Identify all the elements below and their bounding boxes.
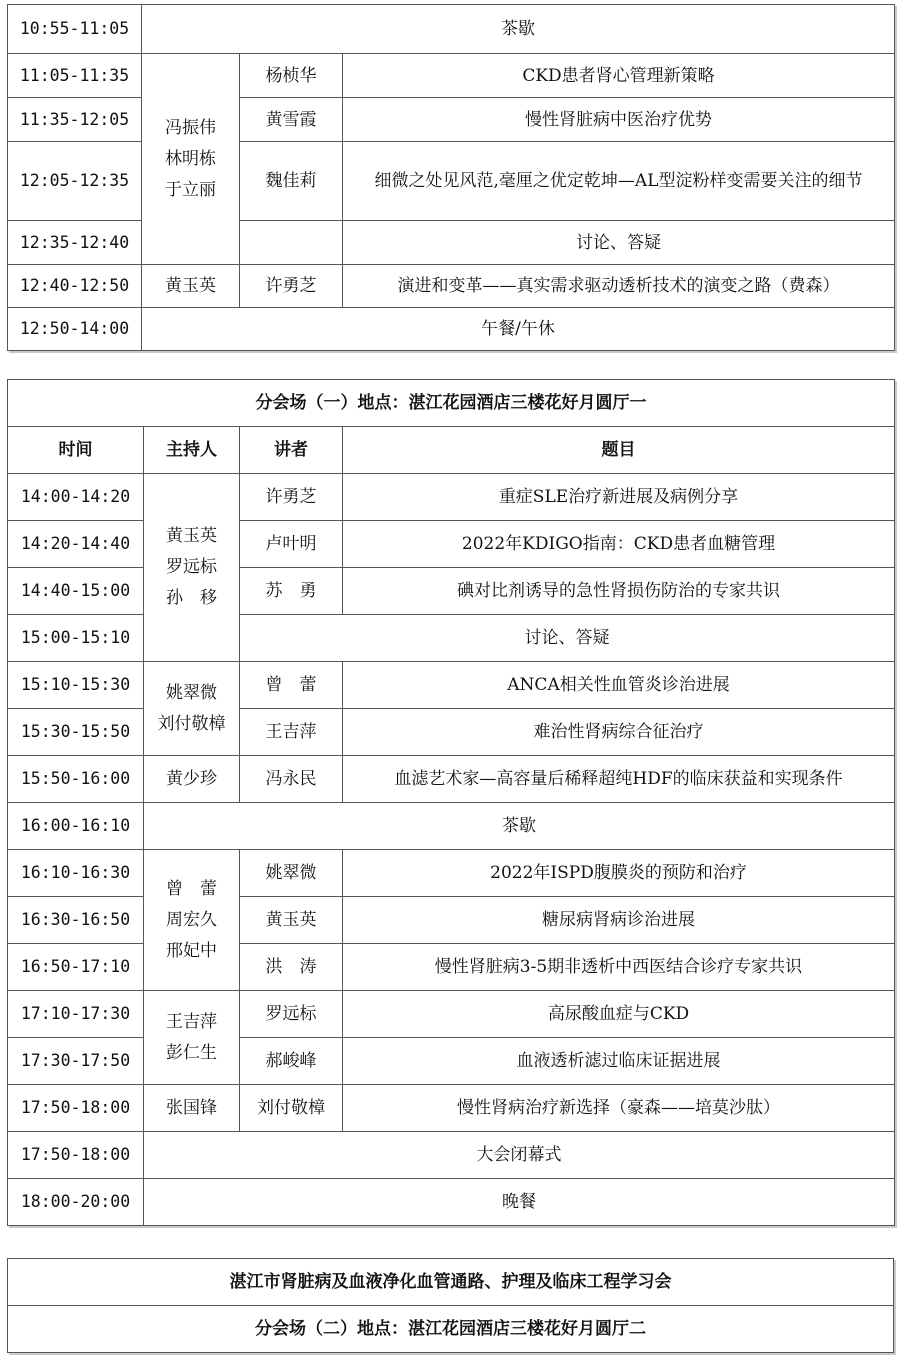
topic-cell: 难治性肾病综合征治疗	[343, 709, 895, 756]
host-name: 林明栋	[165, 148, 216, 169]
time-cell: 15:50-16:00	[8, 756, 144, 803]
topic-cell: 碘对比剂诱导的急性肾损伤防治的专家共识	[343, 568, 895, 615]
event-cell: 讨论、答疑	[240, 615, 895, 662]
table-row	[8, 568, 895, 615]
event-cell: 大会闭幕式	[144, 1132, 895, 1179]
time-cell: 15:10-15:30	[8, 662, 144, 709]
time-cell: 17:30-17:50	[8, 1038, 144, 1085]
host-name: 王吉萍	[166, 1011, 217, 1032]
time-cell: 16:50-17:10	[8, 944, 144, 991]
speaker-cell: 王吉萍	[240, 709, 343, 756]
speaker-cell: 卢叶明	[240, 521, 343, 568]
table-row	[8, 803, 895, 850]
topic-cell: 血液透析滤过临床证据进展	[343, 1038, 895, 1085]
table-row	[8, 5, 895, 54]
table-row	[8, 662, 895, 709]
schedule-table-morning	[7, 4, 895, 351]
event-cell: 茶歇	[142, 5, 895, 54]
meeting-title: 湛江市肾脏病及血液净化血管通路、护理及临床工程学习会	[8, 1259, 894, 1306]
time-cell: 15:00-15:10	[8, 615, 144, 662]
speaker-cell: 姚翠微	[240, 850, 343, 897]
host-name: 孙 移	[166, 588, 217, 608]
host-cell: 张国锋	[144, 1085, 240, 1132]
column-header-host: 主持人	[144, 427, 240, 474]
table-row	[8, 54, 895, 98]
time-cell: 16:00-16:10	[8, 803, 144, 850]
event-cell: 晚餐	[144, 1179, 895, 1226]
host-cell	[142, 54, 240, 265]
topic-cell: 重症SLE治疗新进展及病例分享	[343, 474, 895, 521]
speaker-cell: 刘付敬樟	[240, 1085, 343, 1132]
topic-cell: 血滤艺术家—高容量后稀释超纯HDF的临床获益和实现条件	[343, 756, 895, 803]
speaker-cell: 许勇芝	[240, 474, 343, 521]
table-row	[8, 756, 895, 803]
topic-cell: 演进和变革——真实需求驱动透析技术的演变之路（费森）	[343, 265, 895, 308]
table-row	[8, 521, 895, 568]
time-cell: 16:10-16:30	[8, 850, 144, 897]
time-cell: 12:40-12:50	[8, 265, 142, 308]
speaker-cell: 黄玉英	[240, 897, 343, 944]
table-row	[8, 1085, 895, 1132]
host-cell	[144, 991, 240, 1085]
time-cell: 14:40-15:00	[8, 568, 144, 615]
table-title-row	[8, 1259, 894, 1306]
time-cell: 14:00-14:20	[8, 474, 144, 521]
speaker-cell: 洪 涛	[240, 944, 343, 991]
speaker-cell: 魏佳莉	[240, 142, 343, 221]
host-name: 刘付敬樟	[157, 713, 226, 734]
table-row	[8, 944, 895, 991]
time-cell: 16:30-16:50	[8, 897, 144, 944]
event-cell: 茶歇	[144, 803, 895, 850]
host-name: 姚翠微	[166, 682, 217, 703]
time-cell: 15:30-15:50	[8, 709, 144, 756]
topic-cell: 细微之处见风范,毫厘之优定乾坤—AL型淀粉样变需要关注的细节	[343, 142, 895, 221]
host-name: 罗远标	[166, 557, 217, 577]
table-row	[8, 98, 895, 142]
speaker-cell: 郝峻峰	[240, 1038, 343, 1085]
time-cell: 12:05-12:35	[8, 142, 142, 221]
speaker-cell: 杨桢华	[240, 54, 343, 98]
speaker-cell: 许勇芝	[240, 265, 343, 308]
host-cell	[144, 474, 240, 662]
host-name: 于立丽	[165, 179, 216, 200]
table-row	[8, 850, 895, 897]
table-row	[8, 1179, 895, 1226]
host-cell: 黄少珍	[144, 756, 240, 803]
time-cell: 17:50-18:00	[8, 1132, 144, 1179]
table-row	[8, 709, 895, 756]
table-row	[8, 265, 895, 308]
host-cell	[144, 850, 240, 991]
speaker-cell: 曾 蕾	[240, 662, 343, 709]
host-name: 彭仁生	[166, 1042, 217, 1063]
table-title-row	[8, 380, 895, 427]
table-row	[8, 897, 895, 944]
topic-cell: 糖尿病肾病诊治进展	[343, 897, 895, 944]
table-title-row	[8, 1306, 894, 1353]
speaker-cell	[240, 221, 343, 265]
column-header-topic: 题目	[343, 427, 895, 474]
table-row	[8, 221, 895, 265]
table-row	[8, 308, 895, 351]
table-row	[8, 142, 895, 221]
host-name: 冯振伟	[165, 117, 216, 138]
host-name: 邢妃中	[166, 940, 217, 961]
topic-cell: 慢性肾脏病3-5期非透析中西医结合诊疗专家共识	[343, 944, 895, 991]
time-cell: 10:55-11:05	[8, 5, 142, 54]
host-name: 曾 蕾	[166, 878, 217, 899]
table-header-row	[8, 427, 895, 474]
schedule-table-session-two	[7, 1258, 894, 1353]
table-row	[8, 1132, 895, 1179]
session-title: 分会场（二）地点：湛江花园酒店三楼花好月圆厅二	[8, 1306, 894, 1353]
time-cell: 17:50-18:00	[8, 1085, 144, 1132]
table-row	[8, 991, 895, 1038]
topic-cell: 慢性肾病治疗新选择（豪森——培莫沙肽）	[343, 1085, 895, 1132]
column-header-speaker: 讲者	[240, 427, 343, 474]
time-cell: 18:00-20:00	[8, 1179, 144, 1226]
column-header-time: 时间	[8, 427, 144, 474]
topic-cell: 高尿酸血症与CKD	[343, 991, 895, 1038]
host-cell: 黄玉英	[142, 265, 240, 308]
topic-cell: CKD患者肾心管理新策略	[343, 54, 895, 98]
time-cell: 17:10-17:30	[8, 991, 144, 1038]
topic-cell: ANCA相关性血管炎诊治进展	[343, 662, 895, 709]
speaker-cell: 冯永民	[240, 756, 343, 803]
session-title: 分会场（一）地点：湛江花园酒店三楼花好月圆厅一	[8, 380, 895, 427]
time-cell: 11:05-11:35	[8, 54, 142, 98]
time-cell: 12:50-14:00	[8, 308, 142, 351]
host-name: 黄玉英	[166, 526, 217, 546]
speaker-cell: 黄雪霞	[240, 98, 343, 142]
topic-cell: 讨论、答疑	[343, 221, 895, 265]
topic-cell: 2022年ISPD腹膜炎的预防和治疗	[343, 850, 895, 897]
speaker-cell: 苏 勇	[240, 568, 343, 615]
time-cell: 14:20-14:40	[8, 521, 144, 568]
table-row	[8, 474, 895, 521]
time-cell: 12:35-12:40	[8, 221, 142, 265]
speaker-cell: 罗远标	[240, 991, 343, 1038]
topic-cell: 2022年KDIGO指南：CKD患者血糖管理	[343, 521, 895, 568]
host-name: 周宏久	[166, 909, 217, 930]
host-cell	[144, 662, 240, 756]
topic-cell: 慢性肾脏病中医治疗优势	[343, 98, 895, 142]
table-row	[8, 615, 895, 662]
schedule-table-session-one	[7, 379, 895, 1226]
table-row	[8, 1038, 895, 1085]
event-cell: 午餐/午休	[142, 308, 895, 351]
time-cell: 11:35-12:05	[8, 98, 142, 142]
